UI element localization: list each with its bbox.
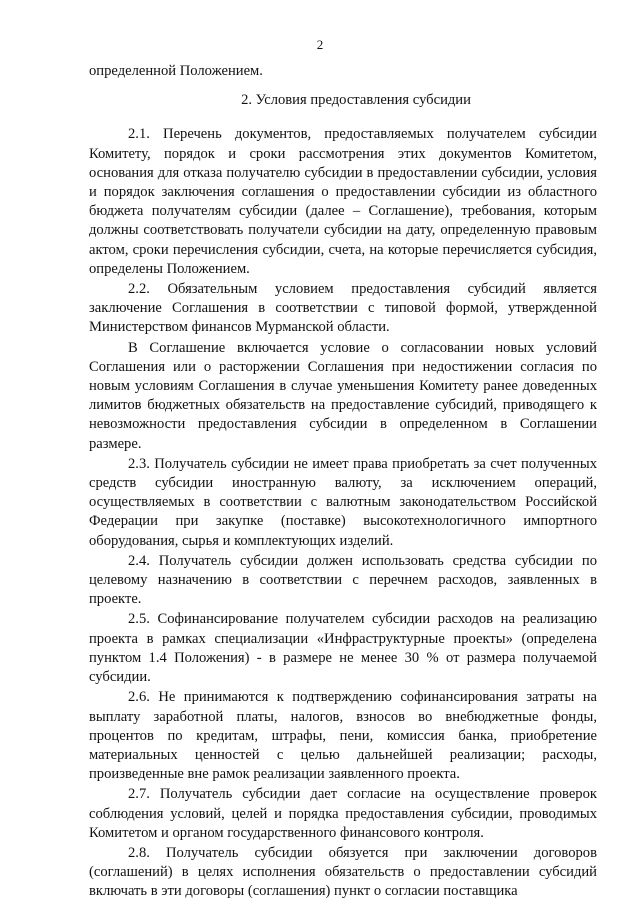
paragraph-2-3: 2.3. Получатель субсидии не имеет права приобретать за счет полученных средств субсидии иностранную валюту, за исключением операций, осуществляемых в соответствии с валютным законодательством Российской Федерации при закупке (поставке) высокотехнологичного импортного оборудования, сырья и комплектующих изделий. [89,455,597,549]
document-body [89,62,597,902]
paragraph-2-1: 2.1. Перечень документов, предоставляемых получателем субсидии Комитету, порядок и сроки рассмотрения этих документов Комитетом, основания для отказа получателю субсидии в предоставлении субсидии, условия и порядок заключения соглашения о предоставлении субсидии из областного бюджета получателям субсидии (далее – Соглашение), требования, которым должны соответствовать получатели субсидии на дату, определенную правовым актом, сроки перечисления субсидии, счета, на которые перечисляется субсидия, определены Положением. [89,126,597,277]
continuation-text: определенной Положением. [89,63,263,79]
paragraph-2-6: 2.6. Не принимаются к подтверждению софинансирования затраты на выплату заработной платы, налогов, взносов во внебюджетные фонды, процентов по кредитам, штрафы, пени, комиссия банка, приобретение материальных ценностей с целью дальнейшей реализации; расходы, произведенные вне рамок реализации заявленного проекта. [89,689,597,783]
paragraph-2-4: 2.4. Получатель субсидии должен использовать средства субсидии по целевому назначению в соответствии с перечнем расходов, заявленных в проекте. [89,552,597,608]
paragraph-2-5: 2.5. Софинансирование получателем субсидии расходов на реализацию проекта в рамках специализации «Инфраструктурные проекты» (определена пунктом 1.4 Положения) - в размере не менее 30 % от размера получаемой субсидии. [89,611,597,686]
section-title: 2. Условия предоставления субсидии [241,92,471,109]
paragraph-2-7: 2.7. Получатель субсидии дает согласие на осуществление проверок соблюдения условий, целей и порядка предоставления субсидии, проводимых Комитетом и органом государственного финансового контроля. [89,786,597,841]
page-number: 2 [316,37,324,52]
paragraph-2-8: 2.8. Получатель субсидии обязуется при заключении договоров (соглашений) в целях исполнения обязательств о предоставлении субсидий включать в эти договоры (соглашения) пункт о согласии поставщика [89,844,597,900]
paragraph-2-2: 2.2. Обязательным условием предоставления субсидий является заключение Соглашения в соответствии с типовой формой, утвержденной Министерством финансов Мурманской области. [89,281,597,336]
paragraph-2-2-continued: В Соглашение включается условие о согласовании новых условий Соглашения или о расторжении Соглашения при недостижении согласия по новым условиям Соглашения в случае уменьшения Комитету ранее доведенных лимитов бюджетных обязательств на предоставление субсидий, приводящего к невозможности предоставления субсидии в определенном в Соглашении размере. [89,339,597,452]
